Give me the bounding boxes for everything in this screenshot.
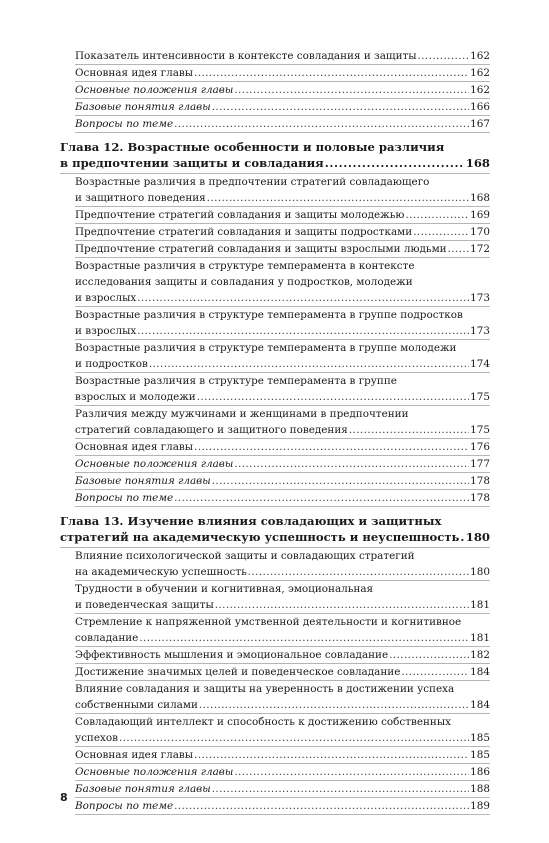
toc-entry-text: Основная идея главы [75, 67, 194, 79]
toc-line [75, 190, 490, 206]
toc-page-number: 175 [470, 424, 490, 436]
toc-entry [75, 614, 490, 647]
toc-entry-text: совладание [75, 632, 139, 644]
toc-entry-text: Возрастные различия в структуре темперамента в контексте [75, 260, 415, 272]
toc-entry [75, 456, 490, 473]
toc-line [60, 139, 490, 155]
toc-entry-text: Вопросы по теме [75, 800, 174, 812]
toc-chapter-heading [60, 133, 490, 174]
toc-entry-text: исследования защиты и совладания у подростков, молодежи [75, 276, 413, 288]
toc-line [60, 513, 490, 529]
toc-entry-text: Достижение значимых целей и поведенческое совладание [75, 666, 401, 678]
toc-line [75, 174, 490, 190]
toc-entry-text: и поведенческая защиты [75, 599, 214, 611]
toc-page-number: 178 [470, 492, 490, 504]
toc-entry-text: Стремление к напряженной умственной деятельности и когнитивное [75, 616, 462, 628]
toc-line [75, 389, 490, 405]
toc-entry-text: Влияние совладания и защиты на уверенность в достижении успеха [75, 683, 455, 695]
toc-page-number: 176 [470, 441, 490, 453]
toc-entry [75, 548, 490, 581]
toc-line [75, 323, 490, 339]
toc-line [75, 548, 490, 564]
toc-entry-text: Возрастные различия в предпочтении стратегий совладающего [75, 176, 430, 188]
toc-line [75, 581, 490, 597]
toc-entry-text: стратегий совладающего и защитного поведения [75, 424, 348, 436]
toc-page-number: 186 [470, 766, 490, 778]
toc-entry-text: Основная идея главы [75, 441, 194, 453]
toc-page-number: 185 [470, 749, 490, 761]
toc-line [75, 224, 490, 240]
toc-entry-text: Возрастные различия в структуре темперамента в группе молодежи [75, 342, 457, 354]
toc-entry-text: на академическую успешность [75, 566, 247, 578]
toc-line [75, 439, 490, 455]
toc-entry-text: Глава 12. Возрастные особенности и половые различия [60, 140, 445, 154]
toc-line [75, 207, 490, 223]
toc-entry-text: Возрастные различия в структуре темперамента в группе [75, 375, 397, 387]
toc-entry [75, 207, 490, 224]
toc-page-number: 174 [470, 358, 490, 370]
toc-line [75, 564, 490, 580]
toc-line [75, 764, 490, 780]
toc-line [75, 340, 490, 356]
toc-line [75, 614, 490, 630]
dot-leader [248, 564, 469, 580]
toc-entry [75, 439, 490, 456]
toc-page-number: 169 [470, 209, 490, 221]
toc-entry [75, 764, 490, 781]
toc-entry-text: Вопросы по теме [75, 118, 174, 130]
toc-entry-text: Предпочтение стратегий совладания и защиты подростками [75, 226, 413, 238]
toc-page-number: 189 [470, 800, 490, 812]
toc-entry-text: Влияние психологической защиты и совладающих стратегий [75, 550, 415, 562]
toc-entry [75, 65, 490, 82]
dot-leader [194, 439, 469, 455]
toc-entry [75, 581, 490, 614]
toc-page-number: 167 [470, 118, 490, 130]
toc-chapter-heading [60, 507, 490, 548]
dot-leader [194, 747, 469, 763]
dot-leader [418, 48, 470, 64]
toc-page-number: 166 [470, 101, 490, 113]
toc-entry-text: Основные положения главы [75, 766, 234, 778]
toc-line [75, 664, 490, 680]
toc-entry [75, 116, 490, 133]
toc-entry [75, 473, 490, 490]
toc-page-number: 184 [470, 699, 490, 711]
toc-entry-text: Основные положения главы [75, 84, 234, 96]
toc-line [75, 781, 490, 797]
dot-leader [174, 798, 469, 814]
dot-leader [389, 647, 469, 663]
dot-leader [197, 389, 469, 405]
dot-leader [234, 764, 469, 780]
toc-entry [75, 224, 490, 241]
dot-leader [149, 356, 469, 372]
toc-entry-text: Базовые понятия главы [75, 783, 211, 795]
dot-leader [194, 65, 469, 81]
toc-line [75, 422, 490, 438]
toc-entry-text: Совладающий интеллект и способность к достижению собственных [75, 716, 451, 728]
toc-page-number: 172 [470, 243, 490, 255]
toc-entry-text: и защитного поведения [75, 192, 206, 204]
dot-leader [401, 664, 469, 680]
toc-entry [75, 664, 490, 681]
toc-page-number: 175 [470, 391, 490, 403]
toc-entry-text: и подростков [75, 358, 148, 370]
page-number: 8 [60, 791, 68, 804]
toc-line [75, 258, 490, 274]
dot-leader [212, 781, 469, 797]
toc-line [75, 82, 490, 98]
toc-line [75, 356, 490, 372]
toc-page-number: 180 [470, 566, 490, 578]
toc-entry [75, 258, 490, 307]
toc-line [75, 373, 490, 389]
toc-entry [75, 307, 490, 340]
table-of-contents [60, 48, 490, 815]
dot-leader [215, 597, 469, 613]
dot-leader [405, 207, 469, 223]
toc-entry [75, 647, 490, 664]
toc-line [75, 490, 490, 506]
toc-line [75, 99, 490, 115]
toc-line [75, 597, 490, 613]
toc-entry-text: Показатель интенсивности в контексте совладания и защиты [75, 50, 417, 62]
toc-entry [75, 798, 490, 815]
toc-page-number: 177 [470, 458, 490, 470]
toc-entry [75, 174, 490, 207]
dot-leader [349, 422, 469, 438]
toc-entry [75, 340, 490, 373]
dot-leader [460, 529, 464, 545]
toc-page-number: 188 [470, 783, 490, 795]
toc-entry-text: Трудности в обучении и когнитивная, эмоциональная [75, 583, 374, 595]
toc-entry [75, 373, 490, 406]
dot-leader [212, 473, 469, 489]
toc-page-number: 173 [470, 292, 490, 304]
toc-entry [75, 241, 490, 258]
dot-leader [448, 241, 470, 257]
toc-entry-text: Базовые понятия главы [75, 101, 211, 113]
dot-leader [119, 730, 469, 746]
toc-entry-text: Различия между мужчинами и женщинами в предпочтении [75, 408, 409, 420]
toc-entry-text: Основные положения главы [75, 458, 234, 470]
toc-page-number: 182 [470, 649, 490, 661]
toc-entry [75, 490, 490, 507]
toc-page-number: 168 [470, 192, 490, 204]
toc-line [75, 730, 490, 746]
toc-entry [75, 82, 490, 99]
toc-line [75, 473, 490, 489]
toc-entry [75, 99, 490, 116]
dot-leader [207, 190, 469, 206]
toc-entry-text: Эффективность мышления и эмоциональное совладание [75, 649, 389, 661]
toc-entry [75, 781, 490, 798]
toc-line [75, 714, 490, 730]
toc-line [75, 681, 490, 697]
toc-line [75, 48, 490, 64]
toc-line [75, 747, 490, 763]
dot-leader [174, 490, 469, 506]
toc-line [75, 798, 490, 814]
dot-leader [325, 155, 465, 171]
toc-line [75, 697, 490, 713]
toc-page-number: 181 [470, 632, 490, 644]
toc-page-number: 180 [465, 530, 490, 544]
toc-page-number: 170 [470, 226, 490, 238]
toc-line [75, 647, 490, 663]
dot-leader [212, 99, 469, 115]
toc-line [75, 274, 490, 290]
toc-page-number: 185 [470, 732, 490, 744]
dot-leader [234, 456, 469, 472]
toc-page-number: 162 [470, 50, 490, 62]
toc-entry-text: Предпочтение стратегий совладания и защиты молодежью [75, 209, 405, 221]
toc-page-number: 184 [470, 666, 490, 678]
toc-line [75, 116, 490, 132]
toc-entry-text: успехов [75, 732, 118, 744]
toc-page-number: 173 [470, 325, 490, 337]
dot-leader [137, 290, 469, 306]
toc-entry-text: Основная идея главы [75, 749, 194, 761]
toc-entry-text: в предпочтении защиты и совладания [60, 156, 324, 170]
toc-entry [75, 48, 490, 65]
toc-entry-text: и взрослых [75, 292, 137, 304]
toc-line [75, 406, 490, 422]
dot-leader [234, 82, 469, 98]
toc-page-number: 178 [470, 475, 490, 487]
toc-entry [75, 681, 490, 714]
toc-entry-text: и взрослых [75, 325, 137, 337]
toc-line [60, 529, 490, 545]
toc-line [75, 456, 490, 472]
dot-leader [137, 323, 469, 339]
toc-line [75, 65, 490, 81]
dot-leader [413, 224, 469, 240]
toc-line [75, 290, 490, 306]
toc-page-number: 181 [470, 599, 490, 611]
toc-line [60, 155, 490, 171]
toc-page-number: 162 [470, 67, 490, 79]
dot-leader [139, 630, 469, 646]
toc-line [75, 241, 490, 257]
dot-leader [174, 116, 469, 132]
toc-entry [75, 714, 490, 747]
toc-entry-text: Вопросы по теме [75, 492, 174, 504]
toc-entry [75, 406, 490, 439]
toc-entry-text: собственными силами [75, 699, 198, 711]
toc-line [75, 307, 490, 323]
toc-entry-text: Глава 13. Изучение влияния совладающих и защитных [60, 514, 442, 528]
toc-page-number: 162 [470, 84, 490, 96]
toc-entry-text: Возрастные различия в структуре темперамента в группе подростков [75, 309, 463, 321]
dot-leader [199, 697, 469, 713]
toc-entry-text: Базовые понятия главы [75, 475, 211, 487]
toc-line [75, 630, 490, 646]
toc-page-number: 168 [465, 156, 490, 170]
toc-entry-text: стратегий на академическую успешность и неуспешность [60, 530, 460, 544]
toc-entry [75, 747, 490, 764]
toc-entry-text: Предпочтение стратегий совладания и защиты взрослыми людьми [75, 243, 447, 255]
toc-entry-text: взрослых и молодежи [75, 391, 196, 403]
